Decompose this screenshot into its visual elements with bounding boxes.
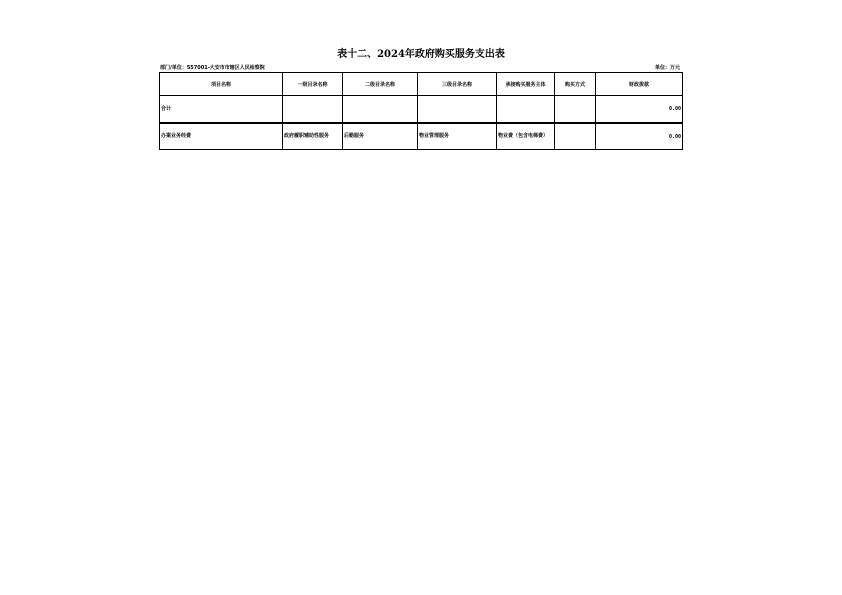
page-title: 表十二、2024年政府购买服务支出表 — [337, 49, 505, 60]
category2-cell: 后勤服务 — [343, 123, 418, 150]
table-row — [160, 96, 683, 124]
provider-cell: 物业费（包含电梯费） — [497, 123, 555, 150]
column-header: 购买方式 — [555, 73, 596, 96]
amount-cell: 0.00 — [596, 123, 683, 150]
method-cell — [555, 123, 596, 150]
table-header-row — [160, 73, 683, 96]
amount-cell: 0.00 — [596, 96, 683, 124]
category1-cell: 政府履职辅助性服务 — [283, 123, 343, 150]
column-header: 承接购买服务主体 — [497, 73, 555, 96]
procurement-table — [159, 72, 683, 150]
column-header: 二级目录名称 — [343, 73, 418, 96]
column-header: 一级目录名称 — [283, 73, 343, 96]
project-cell: 合计 — [160, 96, 283, 124]
department-label: 部门/单位：557001-大安市市辖区人民检察院 — [160, 65, 265, 71]
unit-label: 单位：万元 — [654, 65, 680, 71]
provider-cell — [497, 96, 555, 124]
project-cell: 办案业务经费 — [160, 123, 283, 150]
column-header: 三级目录名称 — [418, 73, 497, 96]
category2-cell — [343, 96, 418, 124]
column-header: 项目名称 — [160, 73, 283, 96]
column-header: 财政拨款 — [596, 73, 683, 96]
table-row — [160, 123, 683, 150]
category1-cell — [283, 96, 343, 124]
category3-cell: 物业管理服务 — [418, 123, 497, 150]
category3-cell — [418, 96, 497, 124]
method-cell — [555, 96, 596, 124]
